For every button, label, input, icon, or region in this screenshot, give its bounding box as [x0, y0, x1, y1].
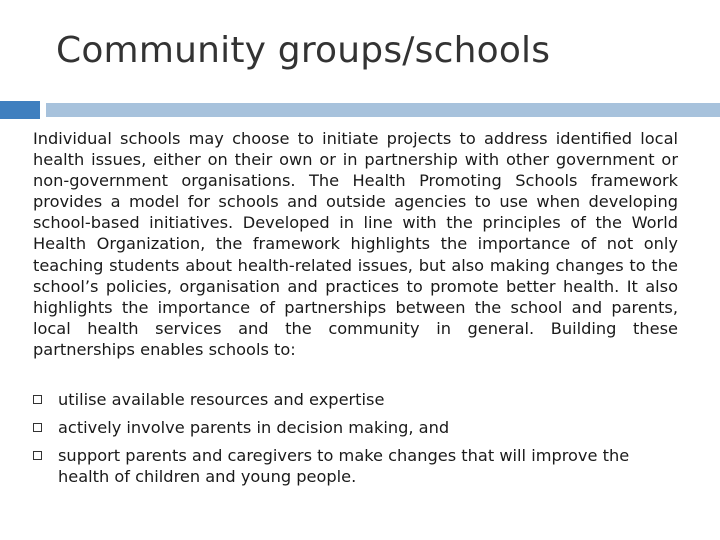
square-bullet-icon [33, 395, 42, 404]
bullet-text: actively involve parents in decision making, and [58, 418, 450, 438]
square-bullet-icon [33, 451, 42, 460]
body-paragraph: Individual schools may choose to initiate projects to address identified local health issues, either on their own or in partnership with other government or non-government organisations. The Health Promoting Schools framework provides a model for schools and outside agencies to use when developing school-based initiatives. Developed in line with the principles of the World Health Organization, the framework highlights the importance of not only teaching students about health-related issues, but also making changes to the school’s policies, organisation and practices to promote better health. It also highlights the importance of partnerships between the school and parents, local health services and the community in general. Building these partnerships enables schools to: [33, 129, 678, 359]
title-rule-accent-left [0, 101, 40, 119]
bullet-list [33, 389, 678, 494]
square-bullet-icon [33, 423, 42, 432]
bullet-text: utilise available resources and expertise [58, 390, 385, 409]
list-item [33, 389, 678, 410]
slide-title: Community groups/schools [56, 30, 551, 71]
title-rule-accent-right [46, 103, 720, 117]
bullet-text: support parents and caregivers to make changes that will improve the health of children and young people. [58, 446, 630, 487]
list-item [33, 445, 678, 487]
list-item [33, 417, 678, 438]
